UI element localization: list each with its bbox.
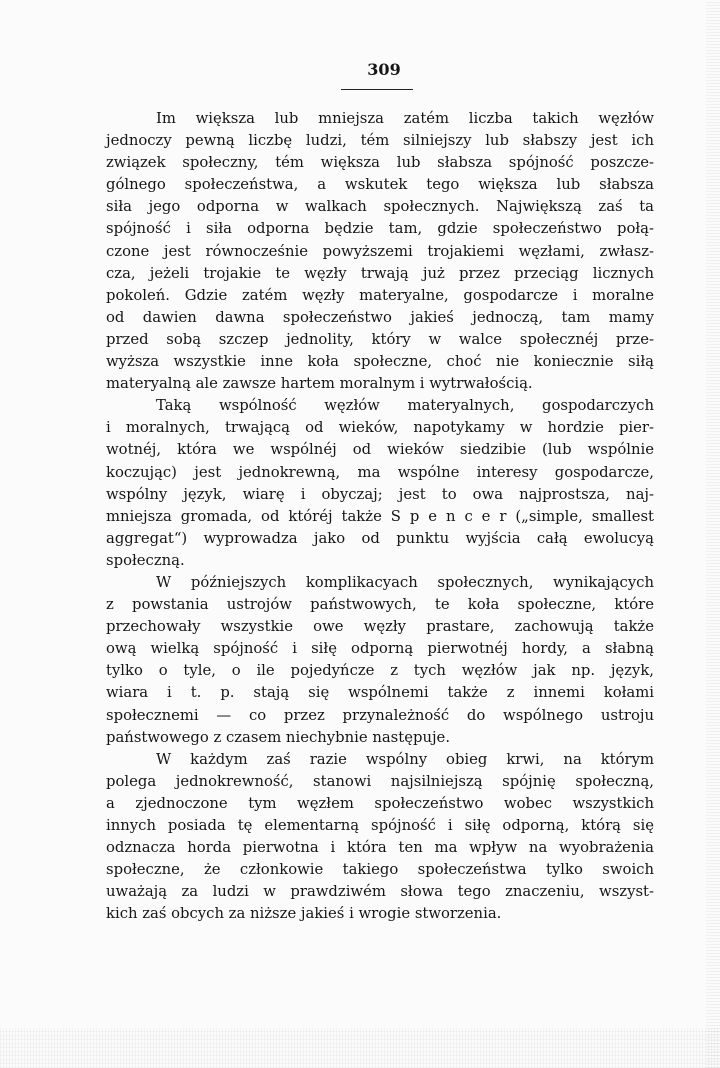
text-line: innych posiada tę elementarną spójność i siłę odporną, którą się [106,817,654,834]
text-line: wiara i t. p. stają się wspólnemi także z innemi kołami [106,684,654,702]
page-number: 309 [367,60,401,79]
page-number-rule [341,89,413,90]
text-line: gólnego społeczeństwa, a wskutek tego większa lub słabsza [106,176,654,194]
text-line: społeczną. [106,551,185,569]
text-line: społecznemi — co przez przynależność do wspólnego ustroju [106,706,654,724]
paper-texture-bottom [0,1028,720,1068]
text-line: a zjednoczone tym węzłem społeczeństwo wobec wszystkich [106,794,654,812]
text-line: ową wielką spójność i siłę odporną pierwotnéj hordy, a słabną [106,640,654,658]
text-line: Im większa lub mniejsza zatém liczba takich węzłów [156,110,654,127]
text-line: i moralnych, trwającą od wieków, napotykamy w hordzie pier- [106,419,654,437]
text-line: spójność i siła odporna będzie tam, gdzie społeczeństwo połą- [106,220,654,238]
text-line: czone jest równocześnie powyższemi trojakiemi węzłami, zwłasz- [106,242,654,260]
text-line: wyższa wszystkie inne koła społeczne, choć nie koniecznie siłą [106,353,654,371]
text-line: tylko o tyle, o ile pojedyńcze z tych węzłów jak np. język, [106,662,654,680]
text-line: siła jego odporna w walkach społecznych. Największą zaś ta [106,198,654,216]
text-line: jednoczy pewną liczbę ludzi, tém silniejszy lub słabszy jest ich [106,132,654,150]
text-line: wspólny język, wiarę i obyczaj; jest to owa najprostsza, naj- [106,485,654,503]
text-line: mniejsza gromada, od któréj także S p e n c e r („simple, smallest [106,507,654,525]
text-line: koczując) jest jednokrewną, ma wspólne interesy gospodarcze, [106,463,654,481]
text-line: z powstania ustrojów państwowych, te koła społeczne, które [106,596,654,614]
text-line: przechowały wszystkie owe węzły prastare, zachowują także [106,618,654,636]
text-line: od dawien dawna społeczeństwo jakieś jednoczą, tam mamy [106,308,654,326]
text-line: społeczne, że członkowie takiego społeczeństwa tylko swoich [106,861,654,879]
text-line: polega jednokrewność, stanowi najsilniejszą spójnię społeczną, [106,772,654,790]
text-line: W każdym zaś razie wspólny obieg krwi, na którym [156,750,654,768]
text-line: wotnéj, która we wspólnéj od wieków siedzibie (lub wspólnie [106,441,654,459]
text-line: aggregat“) wyprowadza jako od punktu wyjścia całą ewolucyą [106,529,654,547]
text-line: przed sobą szczep jednolity, który w walce społecznéj prze- [106,330,654,348]
text-line: państwowego z czasem niechybnie następuje. [106,728,451,746]
text-line: Taką wspólność węzłów materyalnych, gospodarczych [156,397,654,415]
text-line: W późniejszych komplikacyach społecznych, wynikających [156,573,654,591]
text-line: odznacza horda pierwotna i która ten ma wpływ na wyobrażenia [106,839,654,857]
text-line: materyalną ale zawsze hartem moralnym i wytrwałością. [106,375,533,393]
text-line: uważają za ludzi w prawdziwém słowa tego znaczeniu, wszyst- [106,883,654,901]
text-line: cza, jeżeli trojakie te węzły trwają już przez przeciąg licznych [106,264,654,282]
text-line: związek społeczny, tém większa lub słabsza spójność poszcze- [106,154,654,172]
text-line: kich zaś obcych za niższe jakieś i wrogie stworzenia. [106,905,502,923]
paper-edge-right [706,0,720,1068]
body-text [106,108,654,925]
text-line: pokoleń. Gdzie zatém węzły materyalne, gospodarcze i moralne [106,286,654,304]
